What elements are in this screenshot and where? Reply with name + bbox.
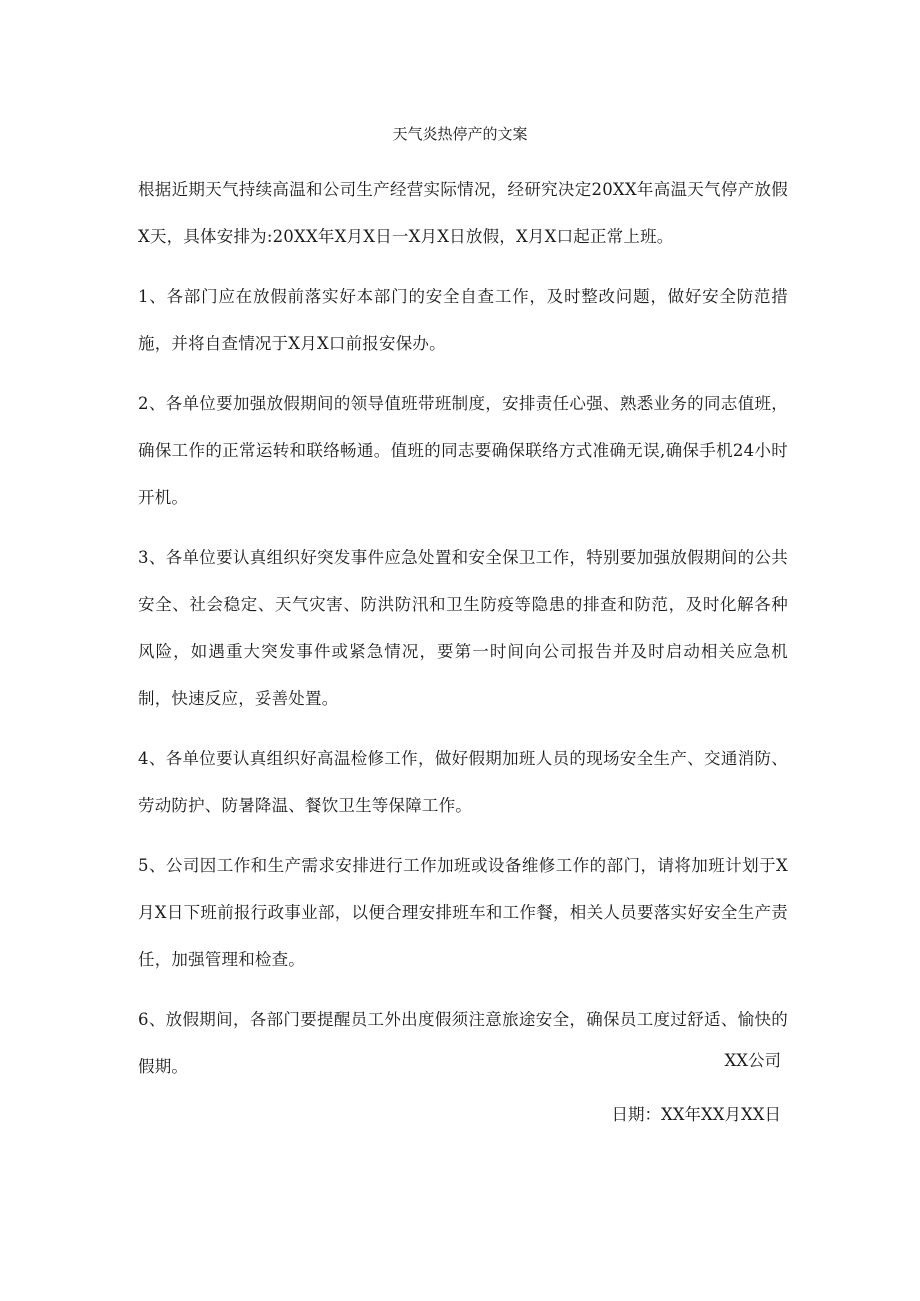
item-3-paragraph: 3、各单位要认真组织好突发事件应急处置和安全保卫工作，特别要加强放假期间的公共安全、社会稳定、天气灾害、防洪防汛和卫生防疫等隐患的排查和防范，及时化解各种风险，如遇重大突发事件或紧急情况，要第一时间向公司报告并及时启动相关应急机制，快速反应，妥善处置。 [138, 548, 788, 708]
item-4-paragraph: 4、各单位要认真组织好高温检修工作，做好假期加班人员的现场安全生产、交通消防、劳动防护、防暑降温、餐饮卫生等保障工作。 [138, 749, 788, 815]
signature-date: 日期：XX年XX月XX日 [611, 1105, 781, 1124]
signature-company: XX公司 [724, 1051, 781, 1070]
item-6-paragraph: 6、放假期间，各部门要提醒员工外出度假须注意旅途安全，确保员工度过舒适、愉快的假期。 [138, 1010, 788, 1076]
intro-paragraph: 根据近期天气持续高温和公司生产经营实际情况，经研究决定20XX年高温天气停产放假X天，具体安排为:20XX年X月X日一X月X日放假，X月X口起正常上班。 [138, 180, 788, 246]
signature-block [612, 1045, 781, 1153]
document-title: 天气炎热停产的文案 [392, 125, 528, 143]
item-2-paragraph: 2、各单位要加强放假期间的领导值班带班制度，安排责任心强、熟悉业务的同志值班，确保工作的正常运转和联络畅通。值班的同志要确保联络方式准确无误,确保手机24小时开机。 [138, 394, 788, 507]
document-body [138, 166, 788, 1103]
item-1-paragraph: 1、各部门应在放假前落实好本部门的安全自查工作，及时整改问题，做好安全防范措施，并将自查情况于X月X口前报安保办。 [138, 287, 788, 353]
item-5-paragraph: 5、公司因工作和生产需求安排进行工作加班或设备维修工作的部门，请将加班计划于X月X日下班前报行政事业部，以便合理安排班车和工作餐，相关人员要落实好安全生产责任，加强管理和检查。 [138, 856, 788, 969]
